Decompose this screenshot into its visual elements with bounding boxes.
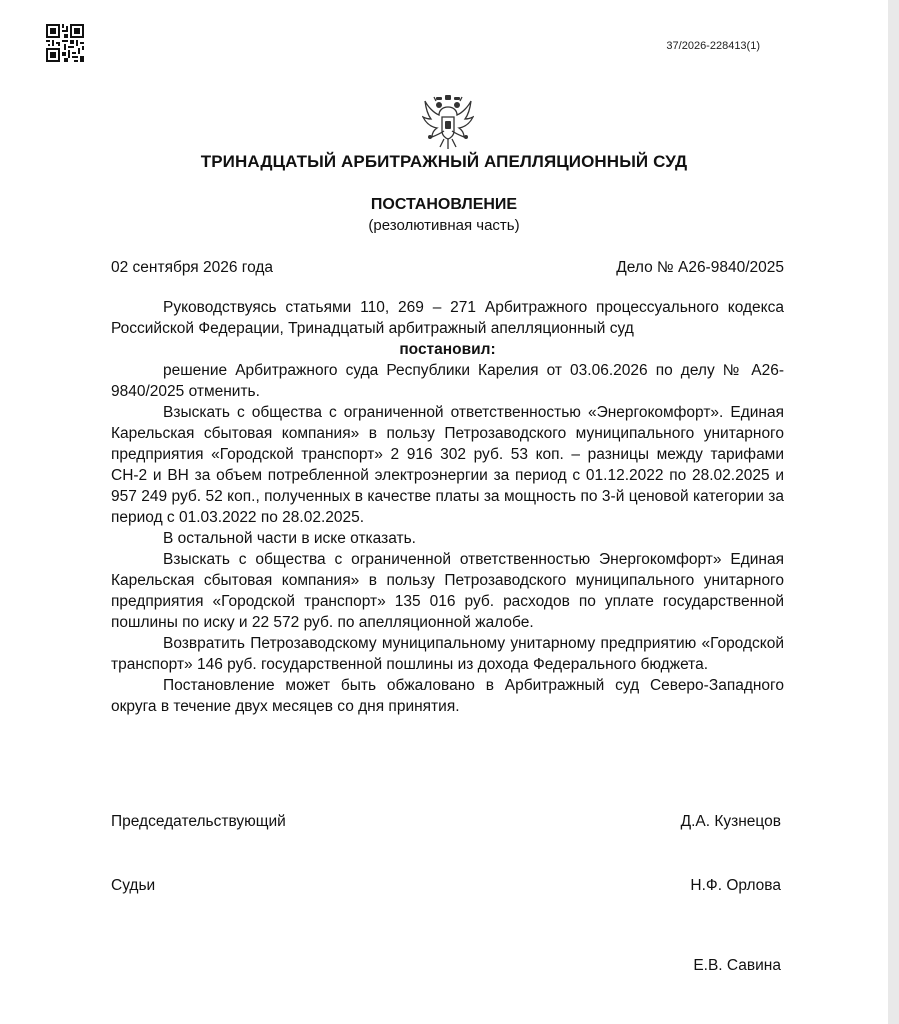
- intro-paragraph: Руководствуясь статьями 110, 269 – 271 Арбитражного процессуального кодекса Российской Федерации, Тринадцатый арбитражный апелляционный суд: [111, 299, 784, 337]
- document-title: ПОСТАНОВЛЕНИЕ: [370, 196, 518, 213]
- chair-name: Д.А. Кузнецов: [680, 813, 781, 830]
- judges-signature-row: [111, 877, 781, 895]
- ruling-paragraph-3: В остальной части в иске отказать.: [163, 530, 416, 547]
- ruling-paragraph-4: Взыскать с общества с ограниченной ответственностью Энергокомфорт» Единая Карельская сбытовая компания» в пользу Петрозаводского муниципального унитарного предприятия «Городской транспорт» 135 016 руб. расходов по уплате государственной пошлины по иску и 22 572 руб. по апелляционной жалобе.: [111, 551, 784, 631]
- decision-date: 02 сентября 2026 года: [111, 259, 274, 276]
- court-name: ТРИНАДЦАТЫЙ АРБИТРАЖНЫЙ АПЕЛЛЯЦИОННЫЙ СУД: [200, 152, 688, 171]
- judges-label: Судьи: [111, 877, 156, 894]
- ruling-paragraph-5: Возвратить Петрозаводскому муниципальному унитарному предприятию «Городской транспорт» 146 руб. государственной пошлины из дохода Федерального бюджета.: [111, 635, 784, 673]
- document-number: 37/2026-228413(1): [666, 40, 760, 52]
- date-case-line: [111, 259, 784, 277]
- judge-1-name: Н.Ф. Орлова: [690, 877, 781, 894]
- document-subtitle: (резолютивная часть): [368, 217, 520, 234]
- ruling-paragraph-1: решение Арбитражного суда Республики Карелия от 03.06.2026 по делу № А26-9840/2025 отменить.: [111, 362, 784, 400]
- chair-label: Председательствующий: [111, 813, 286, 830]
- ruling-heading: постановил:: [399, 341, 496, 358]
- ruling-paragraph-6: Постановление может быть обжаловано в Арбитражный суд Северо-Западного округа в течение двух месяцев со дня принятия.: [111, 677, 784, 715]
- case-number: Дело № А26-9840/2025: [616, 259, 784, 276]
- judge-2-name: Е.В. Савина: [693, 957, 781, 974]
- chair-signature-row: [111, 813, 781, 831]
- ruling-paragraph-2: Взыскать с общества с ограниченной ответственностью «Энергокомфорт». Единая Карельская сбытовая компания» в пользу Петрозаводского муниципального унитарного предприятия «Городской транспорт» 2 916 302 руб. 53 коп. – разницы между тарифами СН-2 и ВН за объем потребленной электроэнергии за период с 01.12.2022 по 28.02.2025 и 957 249 руб. 52 коп., полученных в качестве платы за мощность по 3-й ценовой категории за период с 01.03.2022 по 28.02.2025.: [111, 404, 784, 526]
- russian-coat-of-arms-icon: [422, 93, 474, 153]
- qr-code-icon: [46, 24, 84, 62]
- document-body: [111, 297, 784, 717]
